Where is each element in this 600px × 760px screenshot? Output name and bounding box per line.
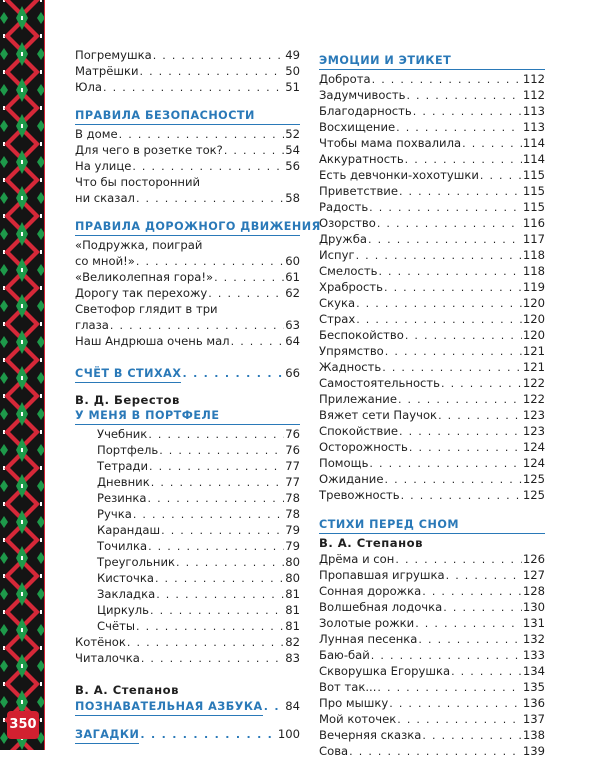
- toc-entry[interactable]: [319, 279, 545, 295]
- toc-entry-page: 121: [522, 344, 545, 358]
- toc-entry-title: Портфель: [97, 443, 159, 457]
- toc-entry-page: 130: [522, 600, 545, 614]
- toc-entry-page: 132: [522, 632, 545, 646]
- toc-left-column: [75, 47, 321, 742]
- toc-entry-title: Чтобы мама похвалила: [319, 136, 462, 150]
- toc-entry[interactable]: [75, 426, 300, 442]
- author-name: В. А. Степанов: [75, 683, 179, 697]
- toc-entry[interactable]: [319, 551, 545, 567]
- toc-entry-page: 81: [285, 619, 300, 633]
- toc-entry-title: Приветствие: [319, 184, 398, 198]
- toc-right-column: [319, 47, 545, 759]
- toc-entry-page: 120: [522, 296, 545, 310]
- toc-entry[interactable]: [75, 602, 300, 618]
- toc-entry-page: 123: [522, 408, 545, 422]
- toc-entry-title: Скворушка Егорушка: [319, 664, 451, 678]
- dot-leader: [136, 191, 284, 207]
- page-number-badge: 350: [7, 711, 39, 739]
- toc-entry-title: Ручка: [97, 507, 132, 521]
- dot-leader: [127, 635, 284, 651]
- toc-entry[interactable]: [319, 743, 545, 759]
- toc-entry[interactable]: [319, 647, 545, 663]
- toc-entry-page: 112: [522, 72, 545, 86]
- dot-leader: [399, 424, 522, 440]
- dot-leader: [159, 443, 284, 459]
- toc-entry-page: 121: [522, 360, 545, 374]
- toc-entry-title: Баю-бай: [319, 648, 370, 662]
- dot-leader: [413, 104, 522, 120]
- toc-entry-title: Дружба: [319, 232, 367, 246]
- dot-leader: [422, 728, 521, 744]
- toc-entry-page: 134: [522, 664, 545, 678]
- toc-entry[interactable]: [75, 190, 300, 206]
- toc-entry[interactable]: [75, 570, 300, 586]
- toc-entry-title: Резинка: [97, 491, 147, 505]
- toc-entry-page: 117: [522, 232, 545, 246]
- toc-entry[interactable]: [75, 79, 300, 95]
- toc-entry-page: 80: [285, 571, 300, 585]
- dot-leader: [140, 727, 276, 743]
- toc-entry[interactable]: [75, 158, 300, 174]
- toc-entry-title: Сонная дорожка: [319, 584, 422, 598]
- toc-entry[interactable]: [319, 583, 545, 599]
- toc-entry-page: 120: [522, 312, 545, 326]
- toc-entry[interactable]: [75, 586, 300, 602]
- toc-entry-title: Счёты: [97, 619, 135, 633]
- toc-entry-page: 114: [522, 136, 545, 150]
- toc-entry-page: 64: [285, 334, 300, 348]
- toc-entry[interactable]: [319, 567, 545, 583]
- dot-leader: [409, 440, 522, 456]
- toc-entry[interactable]: [75, 63, 300, 79]
- toc-entry-title: Матрёшки: [75, 64, 139, 78]
- dot-leader: [446, 568, 522, 584]
- toc-entry[interactable]: [75, 650, 300, 666]
- toc-entry-page: 78: [285, 491, 300, 505]
- toc-entry[interactable]: [319, 679, 545, 695]
- toc-entry-title: Закладка: [97, 587, 156, 601]
- toc-entry-page: 118: [522, 248, 545, 262]
- toc-entry-page: 81: [285, 587, 300, 601]
- toc-entry[interactable]: [319, 295, 545, 311]
- toc-entry-page: 56: [285, 159, 300, 173]
- dot-leader: [368, 232, 522, 248]
- toc-entry-page: 79: [285, 523, 300, 537]
- toc-entry-title: Испуг: [319, 248, 355, 262]
- toc-entry-title: Кисточка: [97, 571, 154, 585]
- toc-entry-title: Для чего в розетке ток?: [75, 143, 223, 157]
- toc-entry-title: Храбрость: [319, 280, 383, 294]
- dot-leader: [462, 136, 522, 152]
- dot-leader: [480, 168, 522, 184]
- toc-entry-title: Сова: [319, 744, 349, 758]
- toc-entry-page: 115: [522, 184, 545, 198]
- dot-leader: [405, 152, 522, 168]
- toc-entry-page: 83: [285, 651, 300, 665]
- toc-entry-page: 122: [522, 376, 545, 390]
- author-name: В. А. Степанов: [319, 536, 423, 550]
- toc-entry[interactable]: [75, 317, 300, 333]
- toc-entry[interactable]: [75, 442, 300, 458]
- dot-leader: [443, 600, 522, 616]
- toc-entry-title: Вот так...: [319, 680, 377, 694]
- toc-entry-title: Циркуль: [97, 603, 150, 617]
- toc-entry-page: 81: [285, 603, 300, 617]
- toc-entry-page: 113: [522, 120, 545, 134]
- toc-entry-title: Смелость: [319, 264, 378, 278]
- toc-entry-page: 78: [285, 507, 300, 521]
- toc-entry-title: Скука: [319, 296, 356, 310]
- dot-leader: [224, 143, 284, 159]
- toc-entry[interactable]: [319, 183, 545, 199]
- toc-entry-title: Треугольник: [97, 555, 175, 569]
- toc-entry-title: Благодарность: [319, 104, 412, 118]
- dot-leader: [231, 334, 285, 350]
- toc-entry[interactable]: [319, 727, 545, 743]
- dot-leader: [356, 312, 522, 328]
- toc-entry-page: 131: [522, 616, 545, 630]
- toc-entry-page: 80: [285, 555, 300, 569]
- toc-entry-title: Котёнок: [75, 635, 126, 649]
- toc-entry-page: 139: [522, 744, 545, 758]
- toc-entry[interactable]: [75, 506, 300, 522]
- dot-leader: [371, 648, 522, 664]
- toc-entry[interactable]: [319, 455, 545, 471]
- toc-entry[interactable]: [319, 311, 545, 327]
- dot-leader: [103, 80, 284, 96]
- toc-entry[interactable]: [319, 391, 545, 407]
- toc-entry-page: 124: [522, 440, 545, 454]
- toc-entry-page: 124: [522, 456, 545, 470]
- toc-entry-line[interactable]: Что бы посторонний: [75, 175, 201, 189]
- toc-entry-title: Вяжет сети Паучок: [319, 408, 438, 422]
- dot-leader: [384, 472, 521, 488]
- author-name: В. Д. Берестов: [75, 393, 180, 407]
- dot-leader: [161, 523, 284, 539]
- dot-leader: [405, 328, 522, 344]
- dot-leader: [151, 475, 285, 491]
- toc-entry-page: 133: [522, 648, 545, 662]
- toc-entry[interactable]: [319, 375, 545, 391]
- dot-leader: [384, 280, 522, 296]
- toc-entry-title: Учебник: [97, 427, 148, 441]
- dot-leader: [208, 286, 284, 302]
- toc-entry[interactable]: [319, 343, 545, 359]
- toc-entry-title: Прилежание: [319, 392, 397, 406]
- toc-entry-line[interactable]: Светофор глядит в три: [75, 302, 218, 316]
- section-heading-azbuka[interactable]: [75, 698, 300, 714]
- toc-entry-page: 118: [522, 264, 545, 278]
- toc-entry-page: 51: [285, 80, 300, 94]
- toc-entry[interactable]: [75, 490, 300, 506]
- toc-entry-page: 135: [522, 680, 545, 694]
- dot-leader: [176, 555, 284, 571]
- dot-leader: [382, 360, 522, 376]
- toc-entry-page: 126: [522, 552, 545, 566]
- toc-entry-page: 128: [522, 584, 545, 598]
- toc-entry[interactable]: [319, 71, 545, 87]
- toc-entry[interactable]: [75, 474, 300, 490]
- toc-entry[interactable]: [319, 471, 545, 487]
- toc-entry-page: 137: [522, 712, 545, 726]
- toc-entry-page: 100: [277, 727, 300, 741]
- toc-entry-title: Тревожность: [319, 488, 400, 502]
- toc-entry-title: Аккуратность: [319, 152, 404, 166]
- section-heading-sleep: СТИХИ ПЕРЕД СНОМ: [319, 517, 545, 534]
- toc-entry-page: 125: [522, 472, 545, 486]
- sleep-list: [319, 551, 545, 759]
- section-heading-emotions: ЭМОЦИИ И ЭТИКЕТ: [319, 53, 545, 70]
- toc-entry-page: 63: [285, 318, 300, 332]
- toc-entry-page: 52: [285, 127, 300, 141]
- toc-entry-page: 122: [522, 392, 545, 406]
- toc-entry-title: Лунная песенка: [319, 632, 418, 646]
- dot-leader: [349, 744, 522, 760]
- dot-leader: [156, 587, 284, 603]
- dot-leader: [372, 72, 522, 88]
- toc-entry-page: 82: [285, 635, 300, 649]
- toc-entry-page: 79: [285, 539, 300, 553]
- toc-entry-page: 115: [522, 200, 545, 214]
- dot-leader: [377, 680, 521, 696]
- dot-leader: [397, 712, 522, 728]
- dot-leader: [110, 318, 284, 334]
- toc-entry-title: ПОЗНАВАТЕЛЬНАЯ АЗБУКА: [75, 699, 263, 716]
- toc-entry[interactable]: [319, 439, 545, 455]
- toc-entry-title: Дорогу так перехожу: [75, 286, 208, 300]
- toc-entry-page: 66: [285, 366, 300, 380]
- toc-entry-title: Самостоятельность: [319, 376, 440, 390]
- toc-entry-title: Радость: [319, 200, 369, 214]
- toc-entry[interactable]: [75, 538, 300, 554]
- toc-entry[interactable]: [75, 554, 300, 570]
- toc-entry[interactable]: [319, 615, 545, 631]
- toc-entry-title: Мой коточек: [319, 712, 397, 726]
- toc-entry-title: Жадность: [319, 360, 382, 374]
- toc-entry-title: Погремушка: [75, 48, 152, 62]
- toc-entry[interactable]: [319, 247, 545, 263]
- toc-entry-page: 54: [285, 143, 300, 157]
- toc-entry[interactable]: [75, 634, 300, 650]
- toc-entry-page: 120: [522, 328, 545, 342]
- toc-entry[interactable]: [75, 142, 300, 158]
- toc-entry[interactable]: [319, 359, 545, 375]
- dot-leader: [369, 200, 522, 216]
- toc-entry-title: ЗАГАДКИ: [75, 727, 139, 744]
- section-heading-portfel: У МЕНЯ В ПОРТФЕЛЕ: [75, 408, 300, 425]
- toc-entry-title: В доме: [75, 127, 118, 141]
- toc-entry[interactable]: [319, 103, 545, 119]
- toc-entry-page: 125: [522, 488, 545, 502]
- toc-entry-title: Страх: [319, 312, 356, 326]
- dot-leader: [119, 127, 285, 143]
- toc-entry-page: 61: [285, 270, 300, 284]
- dot-leader: [133, 507, 284, 523]
- toc-entry[interactable]: [319, 263, 545, 279]
- dot-leader: [141, 651, 284, 667]
- toc-entry[interactable]: [319, 215, 545, 231]
- toc-entry-page: 127: [522, 568, 545, 582]
- toc-entry[interactable]: [319, 199, 545, 215]
- toc-entry-page: 62: [285, 286, 300, 300]
- toc-entry[interactable]: [319, 711, 545, 727]
- toc-entry[interactable]: [319, 631, 545, 647]
- dot-leader: [140, 64, 285, 80]
- toc-entry-title: Юла: [75, 80, 103, 94]
- toc-entry-title: Точилка: [97, 539, 148, 553]
- toc-entry-title: глаза: [75, 318, 109, 332]
- toc-entry[interactable]: [319, 407, 545, 423]
- toc-entry-page: 116: [522, 216, 545, 230]
- dot-leader: [150, 603, 284, 619]
- toc-entry-page: 60: [285, 254, 300, 268]
- toc-entry-page: 50: [285, 64, 300, 78]
- toc-entry-title: Карандаш: [97, 523, 161, 537]
- toc-entry-title: Золотые рожки: [319, 616, 415, 630]
- toc-entry-page: 115: [522, 168, 545, 182]
- dot-leader: [406, 88, 521, 104]
- dot-leader: [132, 159, 284, 175]
- toc-entry-title: СЧЁТ В СТИХАХ: [75, 366, 181, 383]
- toc-entry-title: Дневник: [97, 475, 150, 489]
- toc-entry[interactable]: [319, 487, 545, 503]
- toc-entry[interactable]: [319, 423, 545, 439]
- toc-entry[interactable]: [75, 126, 300, 142]
- toc-entry-title: Задумчивость: [319, 88, 406, 102]
- section-heading-zagadki[interactable]: [75, 726, 300, 742]
- toc-entry-page: 114: [522, 152, 545, 166]
- toc-entry[interactable]: [75, 618, 300, 634]
- toc-entry-title: Дрёма и сон: [319, 552, 395, 566]
- toc-entry-title: Осторожность: [319, 440, 408, 454]
- portfel-list: [75, 426, 300, 634]
- toc-entry-title: Озорство: [319, 216, 376, 230]
- toc-entry-title: Пропавшая игрушка: [319, 568, 445, 582]
- dot-leader: [438, 408, 522, 424]
- toc-entry[interactable]: [75, 47, 300, 63]
- toc-entry-title: На улице: [75, 159, 132, 173]
- toc-entry-line[interactable]: «Подружка, поиграй: [75, 238, 203, 252]
- dot-leader: [441, 376, 522, 392]
- dot-leader: [214, 270, 284, 286]
- toc-entry-title: Волшебная лодочка: [319, 600, 443, 614]
- toc-entry-title: Ожидание: [319, 472, 384, 486]
- toc-entry[interactable]: [319, 151, 545, 167]
- dot-leader: [153, 48, 285, 64]
- toc-entry[interactable]: [319, 119, 545, 135]
- toc-entry-page: 76: [285, 427, 300, 441]
- toc-entry-title: Наш Андрюша очень мал: [75, 334, 230, 348]
- dot-leader: [415, 616, 522, 632]
- toc-entry[interactable]: [75, 458, 300, 474]
- toc-entry-title: со мной!»: [75, 254, 135, 268]
- dot-leader: [396, 120, 522, 136]
- toc-entry-title: Спокойствие: [319, 424, 399, 438]
- toc-entry-page: 77: [285, 475, 300, 489]
- toc-entry-title: Читалочка: [75, 651, 140, 665]
- toc-entry-title: Вечерняя сказка: [319, 728, 422, 742]
- toc-entry[interactable]: [319, 599, 545, 615]
- toc-entry-page: 123: [522, 424, 545, 438]
- dot-leader: [149, 459, 284, 475]
- toc-entry-page: 112: [522, 88, 545, 102]
- dot-leader: [148, 539, 284, 555]
- dot-leader: [148, 491, 285, 507]
- toc-entry-title: Помощь: [319, 456, 369, 470]
- toc-entry-page: 76: [285, 443, 300, 457]
- toc-entry-page: 49: [285, 48, 300, 62]
- toc-entry-title: Восхищение: [319, 120, 396, 134]
- dot-leader: [451, 664, 522, 680]
- dot-leader: [398, 392, 522, 408]
- emotions-list: [319, 71, 545, 503]
- toc-entry-page: 138: [522, 728, 545, 742]
- dot-leader: [422, 584, 522, 600]
- dot-leader: [401, 488, 522, 504]
- toc-entry-page: 113: [522, 104, 545, 118]
- toc-entry[interactable]: [319, 135, 545, 151]
- dot-leader: [136, 619, 284, 635]
- section-heading-count[interactable]: [75, 365, 300, 381]
- dot-leader: [264, 699, 285, 715]
- toc-entry[interactable]: [75, 269, 300, 285]
- dot-leader: [385, 344, 522, 360]
- toc-entry[interactable]: [75, 285, 300, 301]
- toc-entry[interactable]: [319, 327, 545, 343]
- toc-entry-page: 136: [522, 696, 545, 710]
- toc-entry-page: 119: [522, 280, 545, 294]
- dot-leader: [378, 264, 521, 280]
- toc-entry[interactable]: [75, 333, 300, 349]
- toc-entry[interactable]: [75, 253, 300, 269]
- toc-entry[interactable]: [319, 87, 545, 103]
- toc-entry[interactable]: [319, 167, 545, 183]
- dot-leader: [148, 427, 284, 443]
- dot-leader: [369, 456, 521, 472]
- toc-entry-title: Тетради: [97, 459, 148, 473]
- dot-leader: [399, 184, 522, 200]
- section-heading-road: ПРАВИЛА ДОРОЖНОГО ДВИЖЕНИЯ: [75, 219, 300, 236]
- dot-leader: [155, 571, 284, 587]
- dot-leader: [395, 552, 522, 568]
- toc-entry[interactable]: [319, 695, 545, 711]
- toc-entry-title: ни сказал: [75, 191, 135, 205]
- toc-entry-title: Беспокойство: [319, 328, 404, 342]
- toc-entry-page: 58: [285, 191, 300, 205]
- toc-entry-title: Упрямство: [319, 344, 384, 358]
- toc-entry-title: «Великолепная гора!»: [75, 270, 214, 284]
- section-heading-safety: ПРАВИЛА БЕЗОПАСНОСТИ: [75, 108, 300, 125]
- toc-entry-page: 77: [285, 459, 300, 473]
- toc-entry-title: Доброта: [319, 72, 371, 86]
- dot-leader: [136, 254, 284, 270]
- dot-leader: [182, 366, 284, 382]
- toc-entry-title: Про мышку: [319, 696, 389, 710]
- dot-leader: [418, 632, 521, 648]
- ornament-border: [0, 0, 45, 750]
- dot-leader: [377, 216, 522, 232]
- dot-leader: [389, 696, 522, 712]
- toc-entry[interactable]: [75, 522, 300, 538]
- toc-entry[interactable]: [319, 231, 545, 247]
- toc-entry-title: Есть девчонки-хохотушки: [319, 168, 479, 182]
- dot-leader: [356, 248, 522, 264]
- toc-entry-page: 84: [285, 699, 300, 713]
- toc-entry[interactable]: [319, 663, 545, 679]
- dot-leader: [356, 296, 522, 312]
